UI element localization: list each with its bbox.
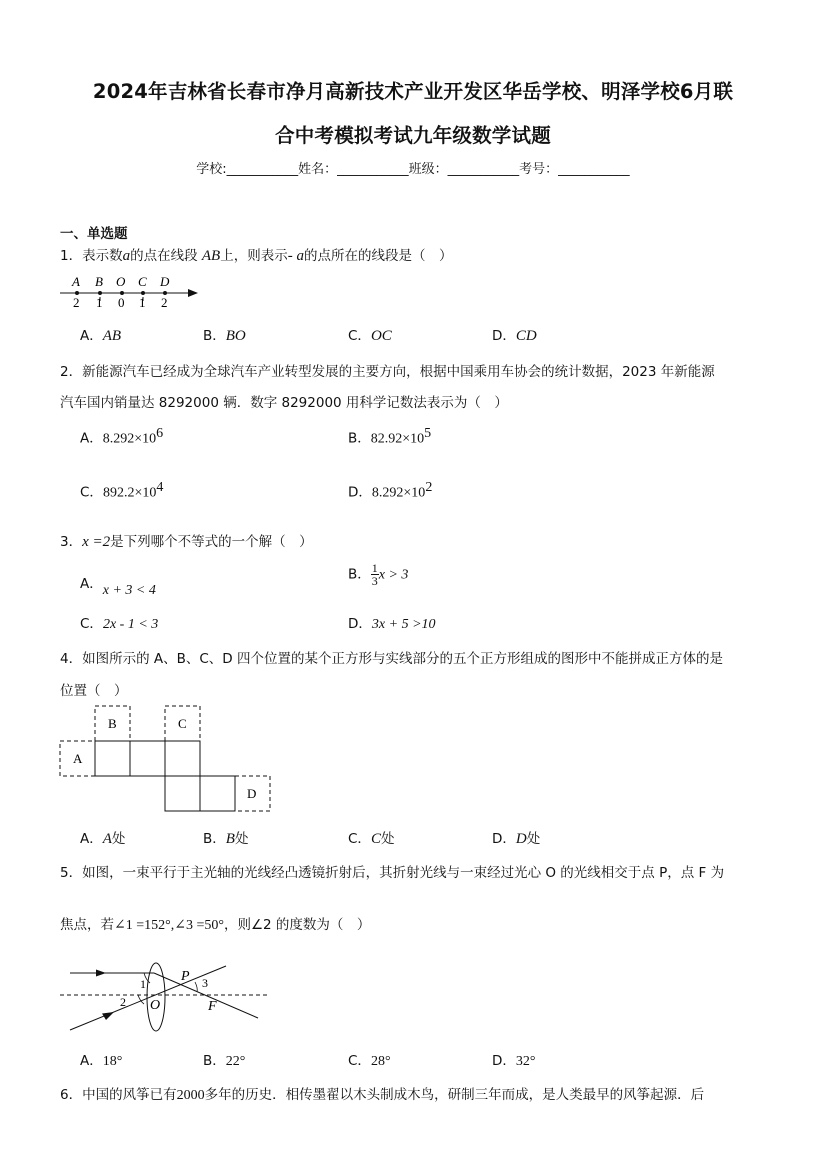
question-4-stem-line2: 位置（ ） (60, 683, 128, 699)
q1-text-2: 的点在线段 (130, 248, 198, 264)
q1-option-d[interactable]: D．CD (492, 328, 537, 344)
q4-option-d[interactable]: D．D处 (492, 831, 541, 847)
question-2-stem-line1: 2．新能源汽车已经成为全球汽车产业转型发展的主要方向，根据中国乘用车协会的统计数据，2023 年新能源 (60, 364, 715, 380)
angle-1-label: 1 (140, 977, 146, 991)
angle-2-label: 2 (120, 995, 126, 1009)
square-b-label: B (108, 716, 117, 731)
tick-label-2: 2 (161, 295, 168, 310)
q5-option-a[interactable]: A．18° (80, 1053, 123, 1069)
student-info-line: 学校:___________姓名：___________班级：___________考号：___________ (196, 162, 630, 177)
q1-text-1: 1．表示数 (60, 248, 123, 264)
q1-option-a[interactable]: A．AB (80, 328, 122, 344)
q3-fraction: $\frac{1}{3}$ (371, 561, 378, 588)
angle-3-label: 3 (202, 976, 208, 990)
point-f-label: F (208, 999, 217, 1014)
q4-option-b[interactable]: B．B处 (203, 831, 249, 847)
question-5-stem-line2: 焦点，若∠1 =152°,∠3 =50°，则∠2 的度数为（ ） (60, 917, 371, 933)
q5-option-d[interactable]: D．32° (492, 1053, 536, 1069)
q1-var-ab: AB (201, 248, 221, 264)
point-c-label: C (138, 274, 147, 289)
question-5-stem-line1: 5．如图，一束平行于主光轴的光线经凸透镜折射后，其折射光线与一束经过光心 O 的光线相交于点 P，点 F 为 (60, 865, 725, 881)
point-o-label: O (116, 274, 126, 289)
q1-option-b[interactable]: B．BO (203, 328, 246, 344)
q5-option-b[interactable]: B．22° (203, 1053, 246, 1069)
q2-option-b[interactable]: B．$82.92\times 10^5$ (348, 426, 432, 447)
q3-option-c[interactable]: C．2x - 1 < 3 (80, 616, 159, 632)
paper-title-line1: 2024年吉林省长春市净月高新技术产业开发区华岳学校、明泽学校6月联 (92, 80, 734, 103)
q3-option-d[interactable]: D．3x + 5 >10 (348, 616, 436, 632)
tick-label-neg1: 1 (96, 295, 103, 310)
tick-label-neg2: 2 (73, 295, 80, 310)
tick-label-0: 0 (118, 295, 125, 310)
q3-option-a[interactable]: A．x + 3 < 4 (80, 576, 156, 598)
q2-option-c[interactable]: C．$892.2\times 10^4$ (80, 480, 164, 501)
point-d-label: D (160, 274, 170, 289)
q4-option-c[interactable]: C．C处 (348, 831, 395, 847)
q1-text-3: 上，则表示 (220, 248, 288, 264)
question-1-stem (60, 244, 452, 265)
square-a-label: A (73, 751, 83, 766)
point-o-label: O (150, 998, 161, 1013)
number-line-figure (58, 272, 208, 310)
section-heading: 一、单选题 (60, 226, 128, 242)
q2-option-d[interactable]: D．$8.292\times 10^2$ (348, 480, 433, 501)
q5-option-c[interactable]: C．28° (348, 1053, 391, 1069)
q4-option-a[interactable]: A．A处 (80, 831, 126, 847)
square-c-label: C (178, 716, 187, 731)
question-2-stem-line2: 汽车国内销量达 8292000 辆．数字 8292000 用科学记数法表示为（ ） (60, 395, 508, 411)
tick-label-1: 1 (139, 295, 146, 310)
q1-var-a: a (122, 248, 131, 264)
q1-var-neg-a: - a (287, 248, 304, 264)
q1-option-c[interactable]: C．OC (348, 328, 392, 344)
paper-title-line2: 合中考模拟考试九年级数学试题 (275, 124, 551, 147)
lens-figure (58, 956, 273, 1038)
q3-option-b[interactable]: B． $\frac{1}{3}$ x > 3 (348, 561, 409, 588)
point-p-label: P (181, 969, 190, 984)
q3-var-x: x =2 (82, 534, 111, 550)
q1-text-4: 的点所在的线段是（ ） (303, 248, 453, 264)
square-d-label: D (247, 786, 257, 801)
cube-net-figure (58, 704, 272, 812)
q6-number: 2000 (176, 1088, 205, 1103)
point-b-label: B (95, 274, 103, 289)
point-a-label: A (72, 274, 80, 289)
question-4-stem-line1: 4．如图所示的 A、B、C、D 四个位置的某个正方形与实线部分的五个正方形组成的图形中不能拼成正方体的是 (60, 651, 723, 667)
q2-option-a[interactable]: A．$8.292\times 10^6$ (80, 426, 164, 447)
question-3-stem: 3．x =2是下列哪个不等式的一个解（ ） (60, 534, 313, 550)
question-6-stem: 6．中国的风筝已有2000多年的历史．相传墨翟以木头制成木鸟，研制三年而成，是人类最早的风筝起源．后 (60, 1087, 705, 1103)
q5-angles: ∠1 =152°,∠3 =50° (114, 918, 224, 933)
